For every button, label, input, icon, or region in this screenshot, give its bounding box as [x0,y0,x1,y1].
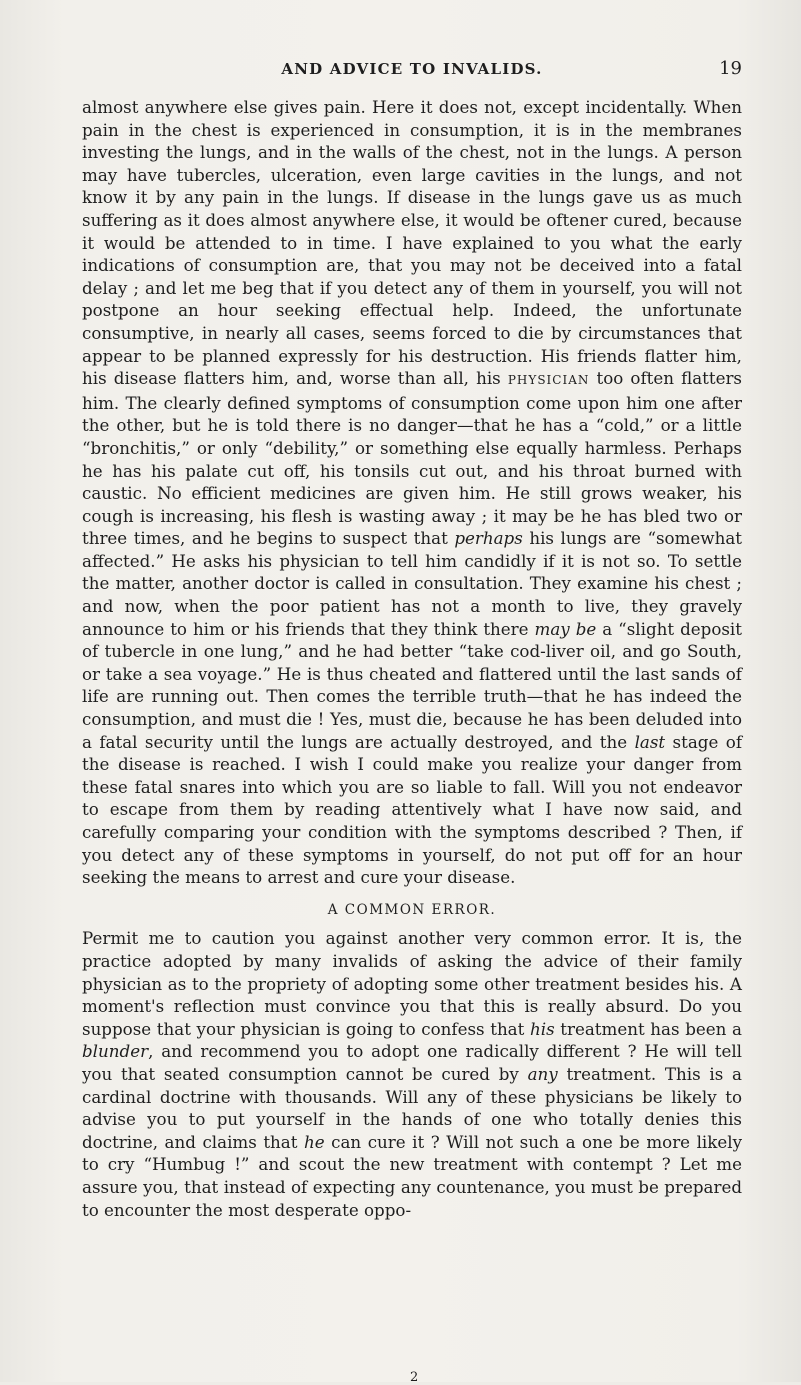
text-run: a “slight deposit of tubercle in one lung,” and he had better “take cod-liver oil, and go South, or take a sea voyage.” He is thus cheated and flattered until the last sands of life are running out. Then comes the terrible truth—that he has indeed the consumption, and must die ! Yes, must die, because he has been deluded into a fatal security until the lungs are actually destroyed, and the [82,618,742,752]
body-text [82,96,742,1221]
text-run: treatment. This is a cardinal doctrine with thousands. Will any of these physicians be likely to advise you to put yourself in the hands of one who totally denies this doctrine, and claims that [82,1063,742,1152]
italic-word: he [303,1131,325,1152]
text-run: stage of the disease is reached. I wish I could make you realize your danger from these fatal snares into which you are so liable to fall. Will you not endeavor to escape from them by reading attentively what I have now said, and carefully comparing your condition with the symptoms described ? Then, if you detect any of these symptoms in yourself, do not put off for an hour seeking the means to arrest and cure your disease. [82,731,742,888]
paragraph-consumption-warning [82,96,742,889]
small-caps-word: PHYSICIAN [507,373,590,388]
signature-mark: 2 [410,1370,419,1385]
italic-word: any [527,1063,558,1084]
italic-word: his [530,1018,555,1039]
text-run: , and recommend you to adopt one radically different ? He will tell you that seated consumption cannot be cured by [82,1041,742,1084]
paragraph-common-error [82,927,742,1221]
italic-word: last [634,731,666,752]
text-run: can cure it ? Will not such a one be more likely to cry “Humbug !” and scout the new treatment with contempt ? Let me assure you, that instead of expecting any countenance, you must be prepared to encounter the most desperate oppo- [82,1131,743,1220]
text-run: treatment has been a [554,1018,742,1039]
italic-word: may be [534,618,597,639]
running-head: AND ADVICE TO INVALIDS. [281,60,543,78]
page-number: 19 [719,58,742,79]
text-run: almost anywhere else gives pain. Here it does not, except incidentally. When pain in the chest is experienced in consumption, it is in the membranes investing the lungs, and in the walls of the chest, not in the lungs. A person may have tubercles, ulceration, even large cavities in the lungs, and not know it by any pain in the lungs. If disease in the lungs gave us as much suffering as it does almost anywhere else, it would be oftener cured, because it would be attended to in time. I have explained to you what the early indications of consumption are, that you may not be deceived into a fatal delay ; and let me beg that if you detect any of them in yourself, you will not postpone an hour seeking effectual help. Indeed, the unfortunate consumptive, in nearly all cases, seems forced to die by circumstances that appear to be planned expressly for his destruction. His friends flatter him, his disease flatters him, and, worse than all, his [82,97,742,389]
text-run: too often flatters him. The clearly defined symptoms of consumption come upon him one after the other, but he is told there is no danger—that he has a “cold,” or a little “bronchitis,” or only “debility,” or something else equally harmless. Perhaps he has his palate cut off, his tonsils cut out, and his throat burned with caustic. No efficient medicines are given him. He still grows weaker, his cough is increasing, his flesh is wasting away ; it may be he has bled two or three times, and he begins to suspect that [82,368,742,549]
section-heading: A COMMON ERROR. [327,901,497,918]
italic-word: perhaps [454,528,523,549]
page-header [82,60,742,86]
text-run: Permit me to caution you against another very common error. It is, the practice adopted by many invalids of asking the advice of their family physician as to the propriety of adopting some other treatment besides his. A moment's reflection must convince you that this is really absurd. Do you suppose that your physician is going to confess that [82,928,742,1039]
text-run: his lungs are “somewhat affected.” He asks his physician to tell him candidly if it is not so. To settle the matter, another doctor is called in consultation. They examine his chest ; and now, when the poor patient has not a month to live, they gravely announce to him or his friends that they think there [82,528,742,639]
italic-word: blunder [82,1041,149,1062]
